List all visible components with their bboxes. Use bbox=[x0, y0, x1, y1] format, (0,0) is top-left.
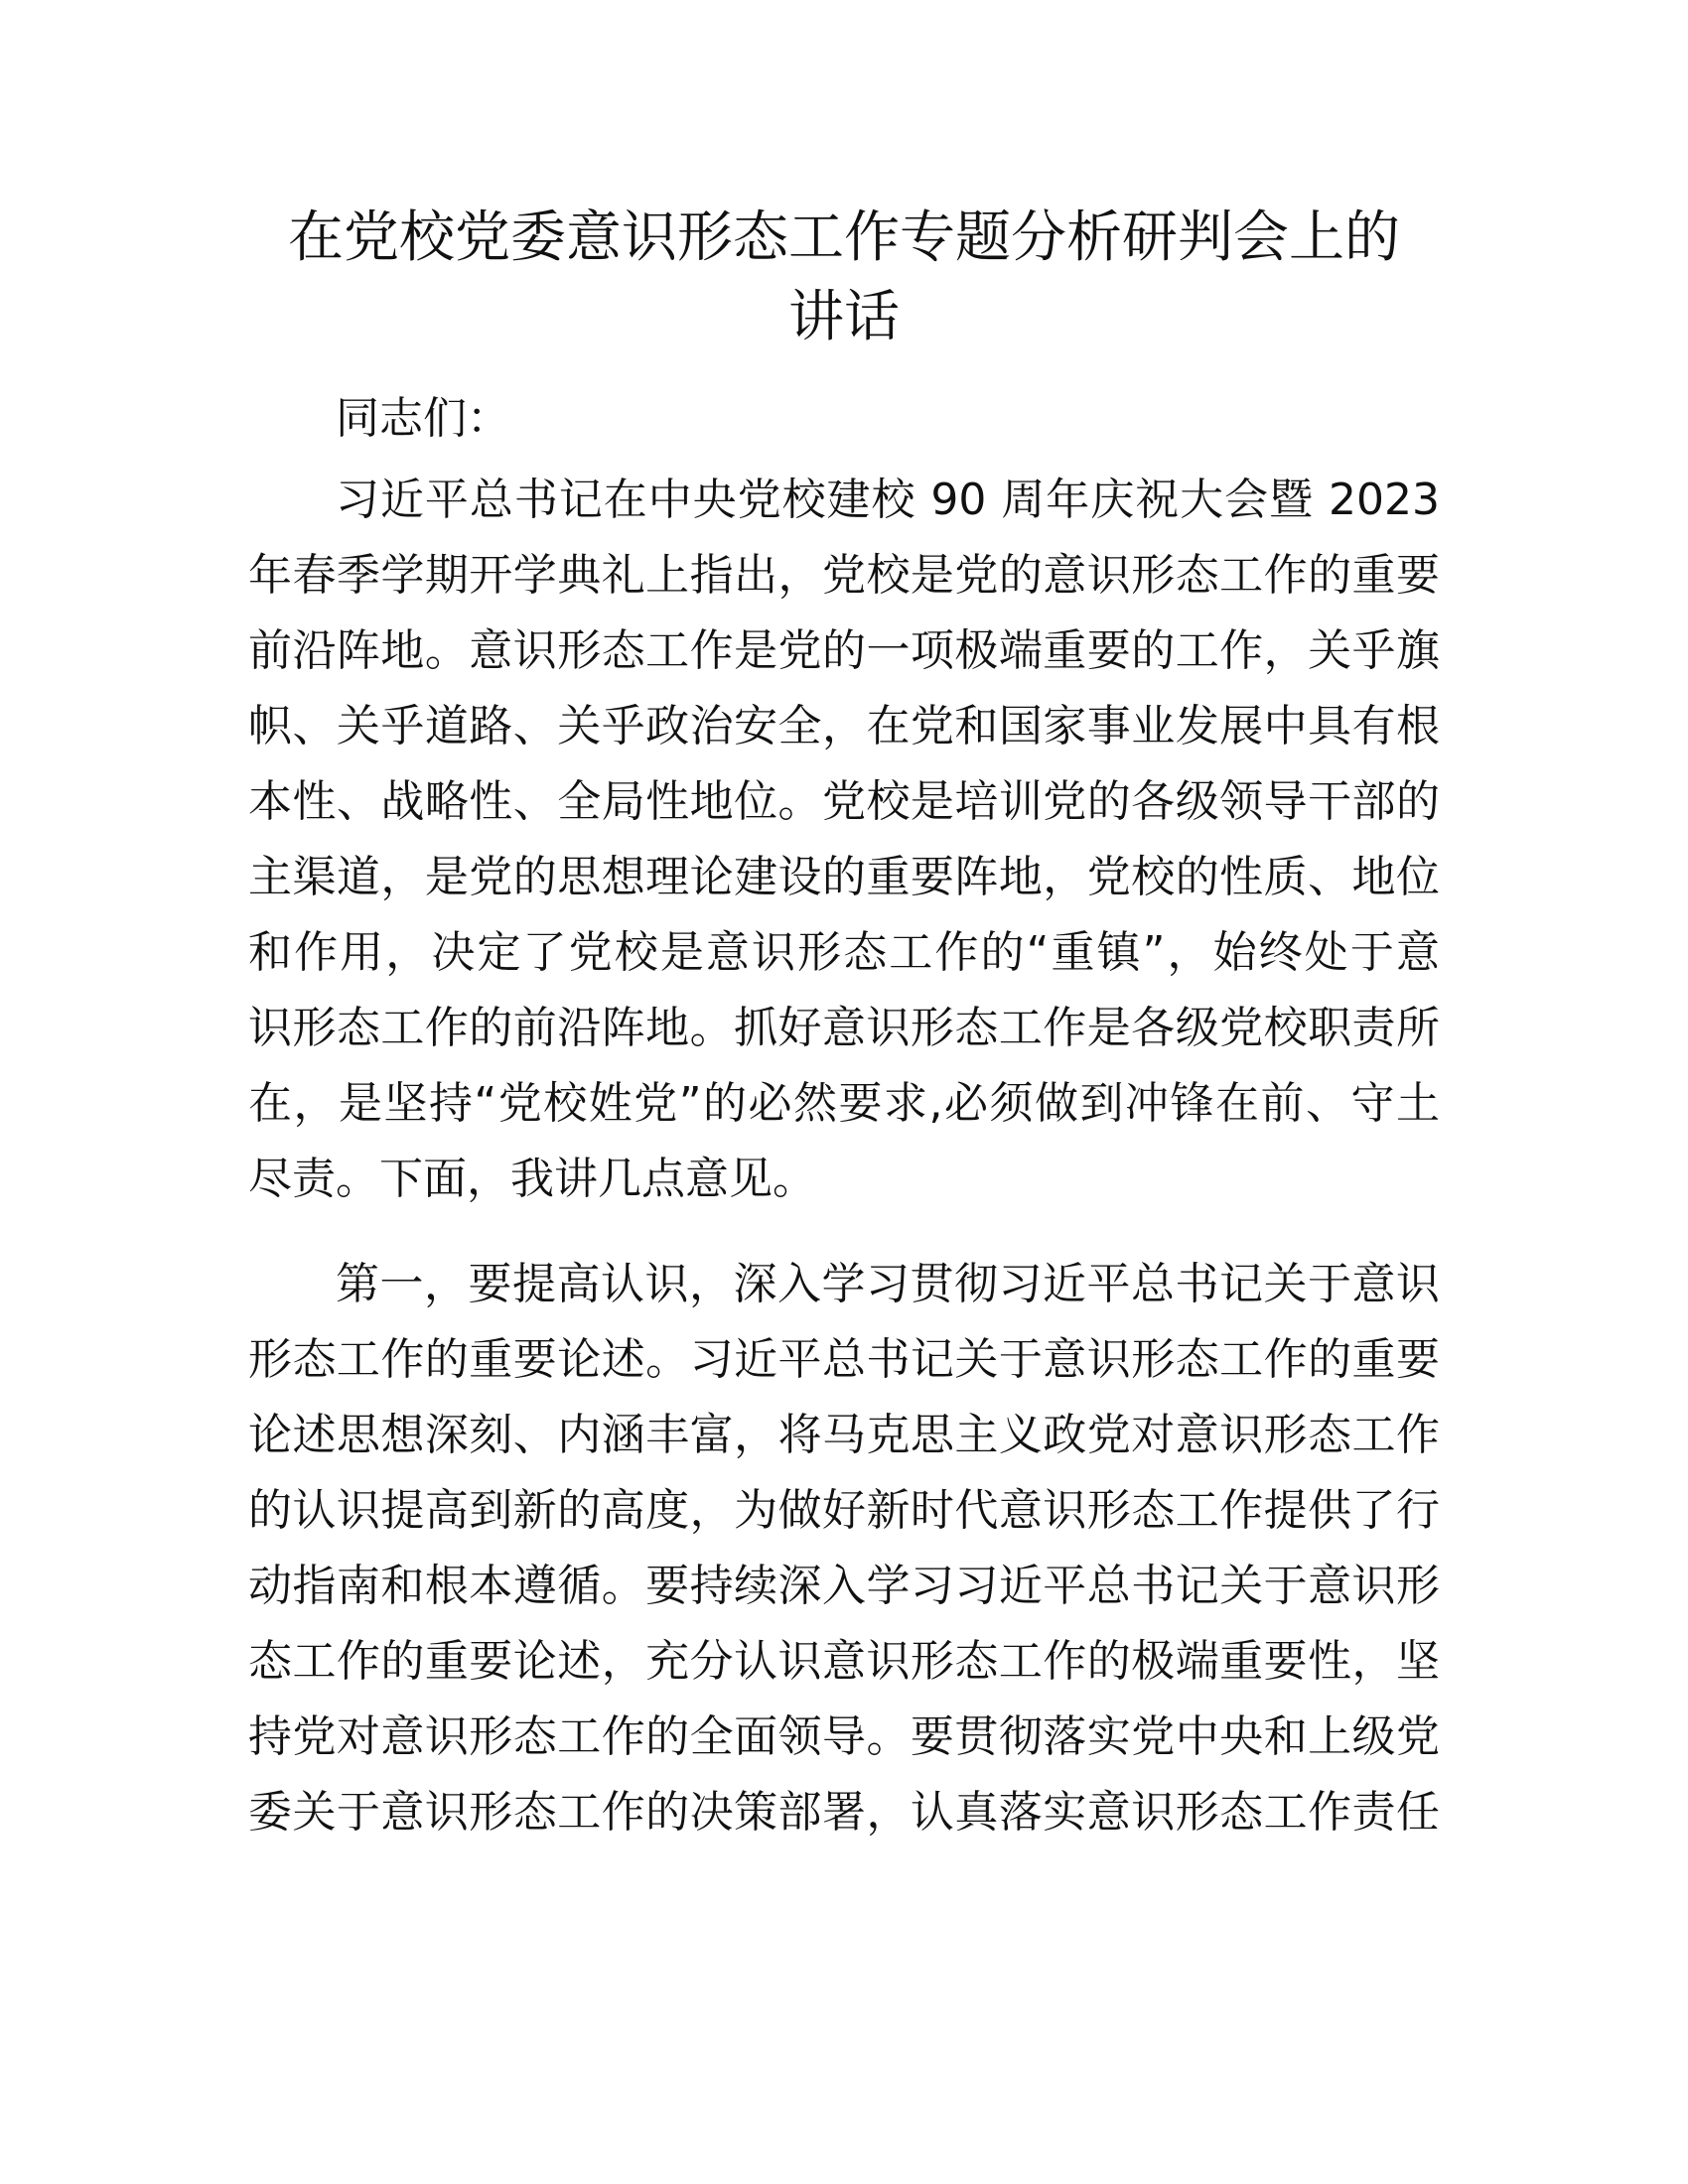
paragraph-1-line: 在，是坚持“党校姓党”的必然要求,必须做到冲锋在前、守土 bbox=[248, 1078, 1440, 1129]
paragraph-2-line: 的认识提高到新的高度，为做好新时代意识形态工作提供了行 bbox=[248, 1485, 1440, 1536]
paragraph-2-line: 态工作的重要论述，充分认识意识形态工作的极端重要性，坚 bbox=[248, 1636, 1440, 1687]
paragraph-1-line: 和作用，决定了党校是意识形态工作的“重镇”，始终处于意 bbox=[248, 927, 1440, 978]
paragraph-2-line: 持党对意识形态工作的全面领导。要贯彻落实党中央和上级党 bbox=[248, 1711, 1440, 1762]
paragraph-1-line: 习近平总书记在中央党校建校 90 周年庆祝大会暨 2023 bbox=[336, 475, 1440, 525]
paragraph-1-line: 尽责。下面，我讲几点意见。 bbox=[248, 1154, 816, 1204]
salutation: 同志们： bbox=[336, 393, 510, 444]
document-title-line-2: 讲话 bbox=[788, 285, 900, 349]
paragraph-2-line: 第一，要提高认识，深入学习贯彻习近平总书记关于意识 bbox=[336, 1259, 1440, 1309]
document-title-line-1: 在党校党委意识形态工作专题分析研判会上的 bbox=[288, 205, 1400, 270]
paragraph-1-line: 年春季学期开学典礼上指出，党校是党的意识形态工作的重要 bbox=[248, 550, 1440, 601]
paragraph-2-line: 论述思想深刻、内涵丰富，将马克思主义政党对意识形态工作 bbox=[248, 1410, 1440, 1460]
paragraph-1-line: 帜、关乎道路、关乎政治安全，在党和国家事业发展中具有根 bbox=[248, 701, 1440, 751]
paragraph-2-line: 动指南和根本遵循。要持续深入学习习近平总书记关于意识形 bbox=[248, 1561, 1440, 1611]
paragraph-1-line: 前沿阵地。意识形态工作是党的一项极端重要的工作，关乎旗 bbox=[248, 625, 1440, 676]
paragraph-1-line: 本性、战略性、全局性地位。党校是培训党的各级领导干部的 bbox=[248, 776, 1440, 827]
paragraph-1-line: 主渠道，是党的思想理论建设的重要阵地，党校的性质、地位 bbox=[248, 852, 1440, 902]
paragraph-2-line: 形态工作的重要论述。习近平总书记关于意识形态工作的重要 bbox=[248, 1334, 1440, 1385]
paragraph-2-line: 委关于意识形态工作的决策部署，认真落实意识形态工作责任 bbox=[248, 1787, 1440, 1838]
paragraph-1-line: 识形态工作的前沿阵地。抓好意识形态工作是各级党校职责所 bbox=[248, 1003, 1440, 1053]
